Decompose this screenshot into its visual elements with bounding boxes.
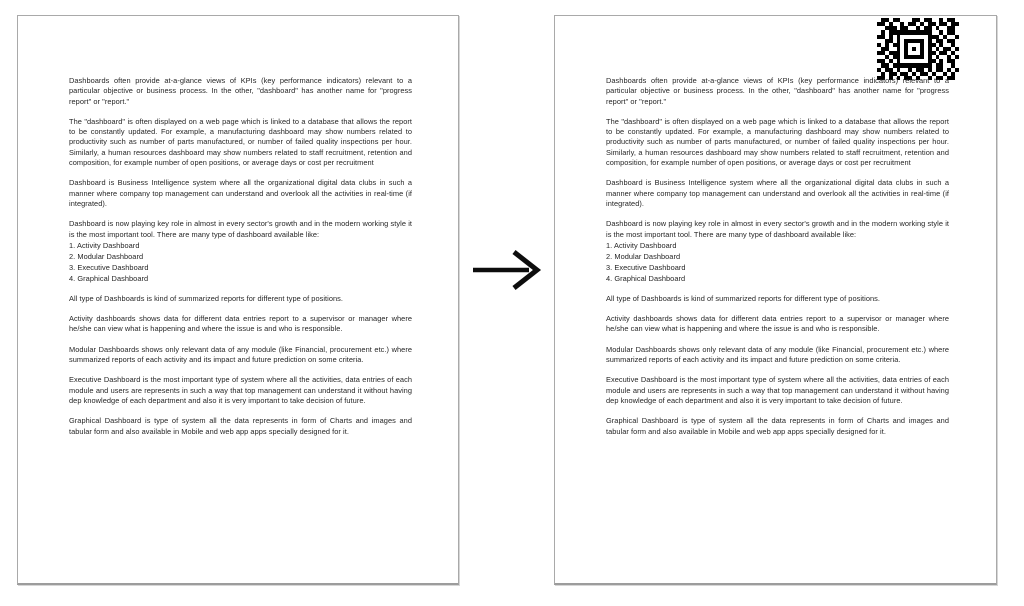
paragraph — [69, 375, 412, 406]
paragraph — [606, 76, 949, 107]
paragraph — [69, 314, 412, 335]
paragraph-text: Dashboard is now playing key role in almost in every sector's growth and in the modern working style it is the most important tool. There are many type of dashboard available like: — [69, 219, 412, 239]
paragraph — [606, 178, 949, 209]
paragraph-text: Graphical Dashboard is type of system all the data represents in form of Charts and images and tabular form and also available in Mobile and web app apps specially designed for it. — [69, 416, 412, 436]
document-page-original — [17, 15, 459, 585]
document-text — [606, 76, 949, 447]
paragraph-text: Dashboard is now playing key role in almost in every sector's growth and in the modern working style it is the most important tool. There are many type of dashboard available like: — [606, 219, 949, 239]
paragraph-text: Dashboard is Business Intelligence system where all the organizational digital data clubs in such a manner where company top management can understand and overlook all the activities in real-time (if integrated). — [69, 178, 412, 208]
qr-module — [955, 76, 959, 80]
paragraph-text: Dashboards often provide at-a-glance views of KPIs (key performance indicators) relevant to a particular objective or business process. In the other, "dashboard" has another name for "progress report" or "report." — [69, 76, 412, 106]
paragraph-text: Modular Dashboards shows only relevant data of any module (like Financial, procurement etc.) where summarized reports of each activity and its impact and future prediction on some criteria. — [69, 344, 412, 365]
paragraph — [606, 345, 949, 366]
paragraph — [606, 219, 949, 284]
qr-code — [877, 18, 959, 80]
paragraph — [69, 178, 412, 209]
paragraph — [606, 416, 949, 437]
paragraph-text: Executive Dashboard is the most important type of system where all the activities, data entries of each module and users are represents in such a way that top management can understand it without having dep knowledge of each department and also it is very important to take decision of future. — [69, 375, 412, 405]
list-item: 3. Executive Dashboard — [69, 262, 149, 272]
paragraph-text: Executive Dashboard is the most important type of system where all the activities, data entries of each module and users are represents in such a way that top management can understand it without having dep knowledge of each department and also it is very important to take decision of future. — [606, 375, 949, 405]
paragraph — [606, 294, 949, 304]
paragraph-text: All type of Dashboards is kind of summarized reports for different type of positions. — [69, 293, 343, 303]
right-arrow-icon — [472, 246, 542, 294]
document-page-with-qr — [554, 15, 997, 585]
paragraph — [69, 117, 412, 168]
list-item: 1. Activity Dashboard — [606, 240, 677, 250]
paragraph — [69, 416, 412, 437]
document-text — [69, 76, 412, 447]
paragraph-text: Dashboards often provide at-a-glance views of KPIs (key performance indicators) relevant to a particular objective or business process. In the other, "dashboard" has another name for "progress report" or "report." — [606, 76, 949, 106]
paragraph — [69, 219, 412, 284]
paragraph-text: All type of Dashboards is kind of summarized reports for different type of positions. — [606, 293, 880, 303]
list-item: 4. Graphical Dashboard — [606, 273, 686, 283]
paragraph-text: Modular Dashboards shows only relevant data of any module (like Financial, procurement etc.) where summarized reports of each activity and its impact and future prediction on some criteria. — [606, 344, 949, 365]
paragraph — [606, 314, 949, 335]
paragraph — [606, 117, 949, 168]
list-item: 3. Executive Dashboard — [606, 262, 686, 272]
list-item: 2. Modular Dashboard — [606, 251, 681, 261]
paragraph-text: Dashboard is Business Intelligence system where all the organizational digital data clubs in such a manner where company top management can understand and overlook all the activities in real-time (if integrated). — [606, 178, 949, 208]
paragraph — [69, 345, 412, 366]
paragraph-text: The "dashboard" is often displayed on a web page which is linked to a database that allows the report to be constantly updated. For example, a manufacturing dashboard may show numbers related to productivity such as number of parts manufactured, or number of failed quality inspections per hour. Similarly, a human resources dashboard may show numbers related to staff recruitment, retention and composition, for example number of open positions, or average days or cost per recruitment — [606, 116, 949, 168]
paragraph-text: Graphical Dashboard is type of system all the data represents in form of Charts and images and tabular form and also available in Mobile and web app apps specially designed for it. — [606, 416, 949, 436]
paragraph — [69, 76, 412, 107]
paragraph-text: Activity dashboards shows data for different data entries report to a supervisor or manager where he/she can view what is happening and where the issue is and who is responsible. — [69, 314, 412, 334]
paragraph-text: The "dashboard" is often displayed on a web page which is linked to a database that allows the report to be constantly updated. For example, a manufacturing dashboard may show numbers related to productivity such as number of parts manufactured, or number of failed quality inspections per hour. Similarly, a human resources dashboard may show numbers related to staff recruitment, retention and composition, for example number of open positions, or average days or cost per recruitment — [69, 116, 412, 168]
list-item: 1. Activity Dashboard — [69, 240, 140, 250]
list-item: 4. Graphical Dashboard — [69, 273, 149, 283]
list-item: 2. Modular Dashboard — [69, 251, 144, 261]
paragraph-text: Activity dashboards shows data for different data entries report to a supervisor or manager where he/she can view what is happening and where the issue is and who is responsible. — [606, 314, 949, 334]
paragraph — [606, 375, 949, 406]
paragraph — [69, 294, 412, 304]
